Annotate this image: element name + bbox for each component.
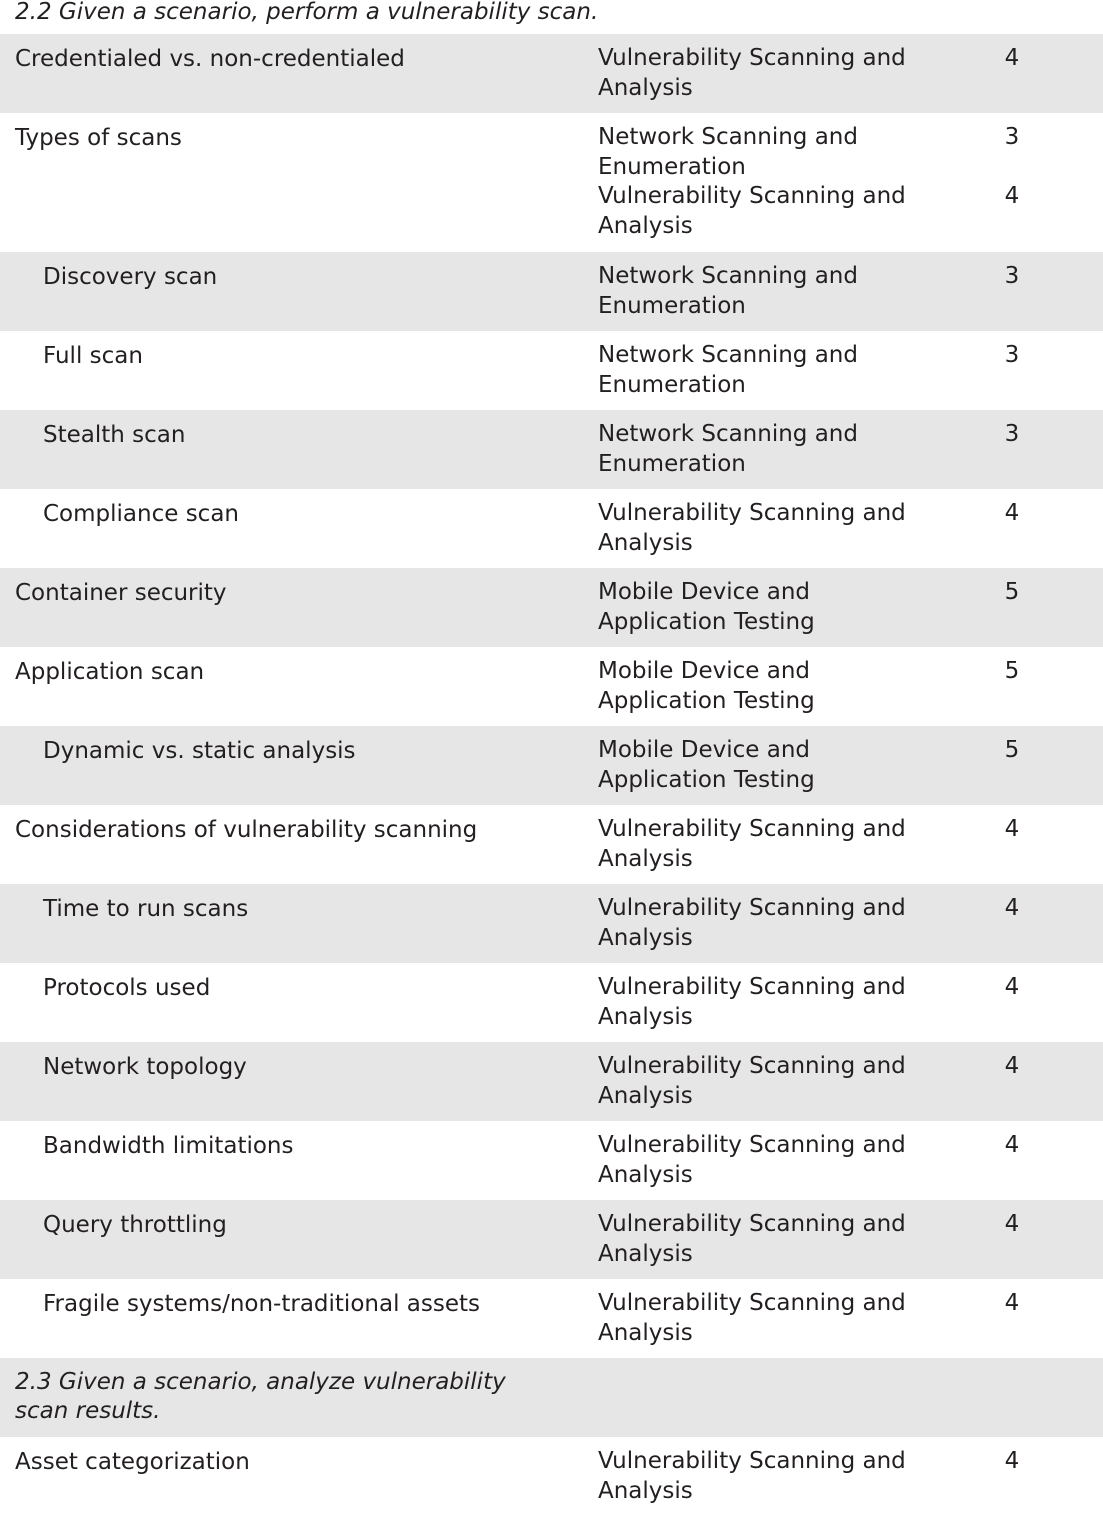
subtopic-label: Fragile systems/non-traditional assets (43, 1291, 480, 1317)
chapter-entry (598, 894, 1048, 953)
chapter-list (598, 1289, 1048, 1348)
subtopic-label: Bandwidth limitations (43, 1133, 294, 1159)
table-row (0, 252, 1103, 331)
chapter-list (598, 499, 1048, 558)
chapter-number: 5 (1004, 658, 1020, 684)
chapter-entry (598, 420, 1048, 479)
chapter-list (598, 815, 1048, 874)
chapter-number: 3 (1004, 421, 1020, 447)
chapter-number: 4 (1004, 974, 1020, 1000)
chapter-entry (598, 262, 1048, 321)
table-row (0, 1279, 1103, 1358)
chapter-list (598, 657, 1048, 716)
chapter-number: 4 (1004, 500, 1020, 526)
subtopic-label: Dynamic vs. static analysis (43, 738, 356, 764)
subtopic-label: Compliance scan (43, 501, 239, 527)
topic-label: Asset categorization (15, 1449, 250, 1475)
chapter-name: Vulnerability Scanning and Analysis (598, 500, 906, 556)
chapter-entry (598, 1052, 1048, 1111)
chapter-list (598, 341, 1048, 400)
table-row (0, 1121, 1103, 1200)
chapter-entry (598, 1131, 1048, 1190)
chapter-name: Vulnerability Scanning and Analysis (598, 1053, 906, 1109)
table-row (0, 568, 1103, 647)
table-row (0, 805, 1103, 884)
chapter-number: 4 (1004, 895, 1020, 921)
section-header-row (0, 1358, 1103, 1437)
table-row (0, 331, 1103, 410)
section-header (0, 0, 1103, 34)
chapter-list (598, 1052, 1048, 1111)
chapter-name: Network Scanning and Enumeration (598, 263, 858, 319)
chapter-entry (598, 815, 1048, 874)
chapter-number: 4 (1004, 1211, 1020, 1237)
chapter-list (598, 123, 1048, 241)
chapter-number: 4 (1004, 1448, 1020, 1474)
chapter-number: 5 (1004, 737, 1020, 763)
chapter-entry (598, 657, 1048, 716)
chapter-list (598, 973, 1048, 1032)
topic-label: Credentialed vs. non-credentialed (15, 46, 405, 72)
chapter-number: 4 (1004, 1290, 1020, 1316)
chapter-number: 3 (1004, 263, 1020, 289)
topic-label: Types of scans (15, 125, 182, 151)
chapter-number: 4 (1004, 183, 1020, 209)
chapter-list (598, 262, 1048, 321)
chapter-entry (598, 1289, 1048, 1348)
chapter-name: Vulnerability Scanning and Analysis (598, 1132, 906, 1188)
chapter-list (598, 578, 1048, 637)
table-row (0, 726, 1103, 805)
chapter-name: Vulnerability Scanning and Analysis (598, 45, 906, 101)
section-title: 2.3 Given a scenario, analyze vulnerability scan results. (15, 1369, 506, 1424)
chapter-name: Network Scanning and Enumeration (598, 124, 858, 180)
chapter-name: Network Scanning and Enumeration (598, 421, 858, 477)
subtopic-label: Query throttling (43, 1212, 227, 1238)
chapter-name: Network Scanning and Enumeration (598, 342, 858, 398)
chapter-number: 3 (1004, 124, 1020, 150)
chapter-name: Vulnerability Scanning and Analysis (598, 1290, 906, 1346)
table-row (0, 1437, 1103, 1516)
subtopic-label: Discovery scan (43, 264, 218, 290)
chapter-number: 4 (1004, 1132, 1020, 1158)
table-row (0, 647, 1103, 726)
chapter-name: Vulnerability Scanning and Analysis (598, 1211, 906, 1267)
chapter-name: Mobile Device and Application Testing (598, 658, 815, 714)
chapter-name: Vulnerability Scanning and Analysis (598, 1448, 906, 1504)
chapter-entry (598, 736, 1048, 795)
chapter-entry (598, 499, 1048, 558)
topic-label: Considerations of vulnerability scanning (15, 817, 478, 843)
topic-label: Application scan (15, 659, 205, 685)
table-row (0, 113, 1103, 252)
chapter-list (598, 1210, 1048, 1269)
chapter-list (598, 420, 1048, 479)
chapter-name: Vulnerability Scanning and Analysis (598, 974, 906, 1030)
chapter-entry (598, 182, 1048, 241)
chapter-name: Vulnerability Scanning and Analysis (598, 816, 906, 872)
chapter-number: 5 (1004, 579, 1020, 605)
chapter-number: 4 (1004, 45, 1020, 71)
table-row (0, 1042, 1103, 1121)
chapter-list (598, 44, 1048, 103)
table-row (0, 1200, 1103, 1279)
table-row (0, 410, 1103, 489)
chapter-name: Vulnerability Scanning and Analysis (598, 183, 906, 239)
chapter-entry (598, 578, 1048, 637)
chapter-name: Mobile Device and Application Testing (598, 579, 815, 635)
chapter-list (598, 736, 1048, 795)
chapter-entry (598, 1447, 1048, 1506)
chapter-number: 4 (1004, 816, 1020, 842)
chapter-entry (598, 341, 1048, 400)
objective-table (0, 34, 1103, 1516)
table-row (0, 963, 1103, 1042)
chapter-name: Vulnerability Scanning and Analysis (598, 895, 906, 951)
chapter-list (598, 1447, 1048, 1506)
table-row (0, 489, 1103, 568)
chapter-entry (598, 123, 1048, 182)
subtopic-label: Full scan (43, 343, 143, 369)
table-row (0, 884, 1103, 963)
table-row (0, 34, 1103, 113)
topic-label: Container security (15, 580, 227, 606)
chapter-name: Mobile Device and Application Testing (598, 737, 815, 793)
chapter-list (598, 894, 1048, 953)
section-title: 2.2 Given a scenario, perform a vulnerability scan. (15, 0, 599, 25)
chapter-number: 3 (1004, 342, 1020, 368)
subtopic-label: Protocols used (43, 975, 211, 1001)
chapter-list (598, 1131, 1048, 1190)
chapter-entry (598, 973, 1048, 1032)
chapter-entry (598, 1210, 1048, 1269)
subtopic-label: Time to run scans (43, 896, 249, 922)
chapter-entry (598, 44, 1048, 103)
subtopic-label: Network topology (43, 1054, 247, 1080)
chapter-number: 4 (1004, 1053, 1020, 1079)
subtopic-label: Stealth scan (43, 422, 186, 448)
